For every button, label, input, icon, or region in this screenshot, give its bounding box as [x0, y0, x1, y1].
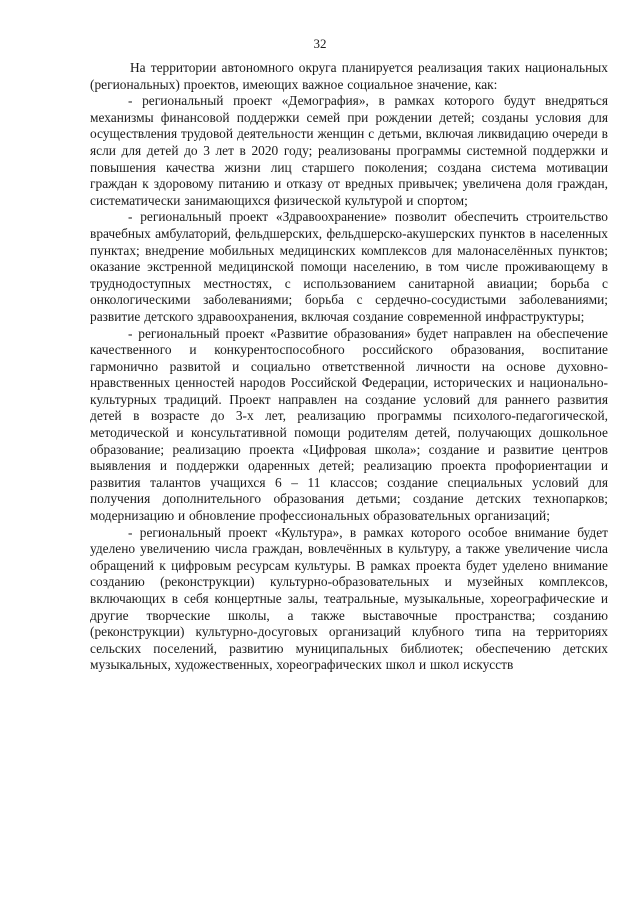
paragraph-healthcare: - региональный проект «Здравоохранение» позволит обеспечить строительство врачебных амбулаторий, фельдшерских, фельдшерско-акушерских пунктов в населенных пунктах; внедрение мобильных медицинских комплексов для малонаселённых пунктов; оказание экстренной медицинской помощи населению, в том числе проживающему в труднодоступных местностях, с использованием санитарной авиации; борьба с онкологическими заболеваниями; борьба с сердечно-сосудистыми заболеваниями; развитие детского здравоохранения, включая создание современной инфраструктуры;: [90, 209, 608, 324]
paragraph-demography: - региональный проект «Демография», в рамках которого будут внедряться механизмы финансовой поддержки семей при рождении детей; созданы условия для осуществления трудовой деятельности женщин с детьми, включая ликвидацию очереди в ясли для детей до 3 лет в 2020 году; реализованы программы системной поддержки и повышения качества жизни лиц старшего поколения; создана система мотивации граждан к здоровому питанию и отказу от вредных привычек; увеличена доля граждан, систематически занимающихся физической культурой и спортом;: [90, 93, 608, 208]
paragraph-culture: - региональный проект «Культура», в рамках которого особое внимание будет уделено увеличению числа граждан, вовлечённых в культуру, а также увеличение числа обращений к цифровым ресурсам культуры. В рамках проекта будет уделено внимание созданию (реконструкции) культурно-образовательных и музейных комплексов, включающих в себя концертные залы, театральные, музыкальные, хореографические и другие творческие школы, а также выставочные пространства; созданию (реконструкции) культурно-досуговых организаций клубного типа на территориях сельских поселений, развитию муниципальных библиотек; обеспечению детских музыкальных, художественных, хореографических школ и школ искусств: [90, 524, 608, 673]
document-body: [90, 60, 608, 674]
paragraph-intro: На территории автономного округа планируется реализация таких национальных (региональных) проектов, имеющих важное социальное значение, как:: [90, 60, 608, 92]
paragraph-education: - региональный проект «Развитие образования» будет направлен на обеспечение качественного и конкурентоспособного российского образования, воспитание гармонично развитой и социально ответственной личности на основе духовно-нравственных ценностей народов Российской Федерации, исторических и национально-культурных традиций. Проект направлен на создание условий для раннего развития детей в возрасте до 3-х лет, реализацию программы психолого-педагогической, методической и консультативной помощи родителям детей, получающих дошкольное образование; реализацию проекта «Цифровая школа»; создание и развитие центров выявления и поддержки одаренных детей; реализацию проекта профориентации и развития талантов учащихся 6 – 11 классов; создание специальных условий для получения дополнительного образования детьми; создание детских технопарков; модернизацию и обновление профессиональных образовательных организаций;: [90, 325, 608, 524]
page-number: 32: [313, 36, 327, 51]
